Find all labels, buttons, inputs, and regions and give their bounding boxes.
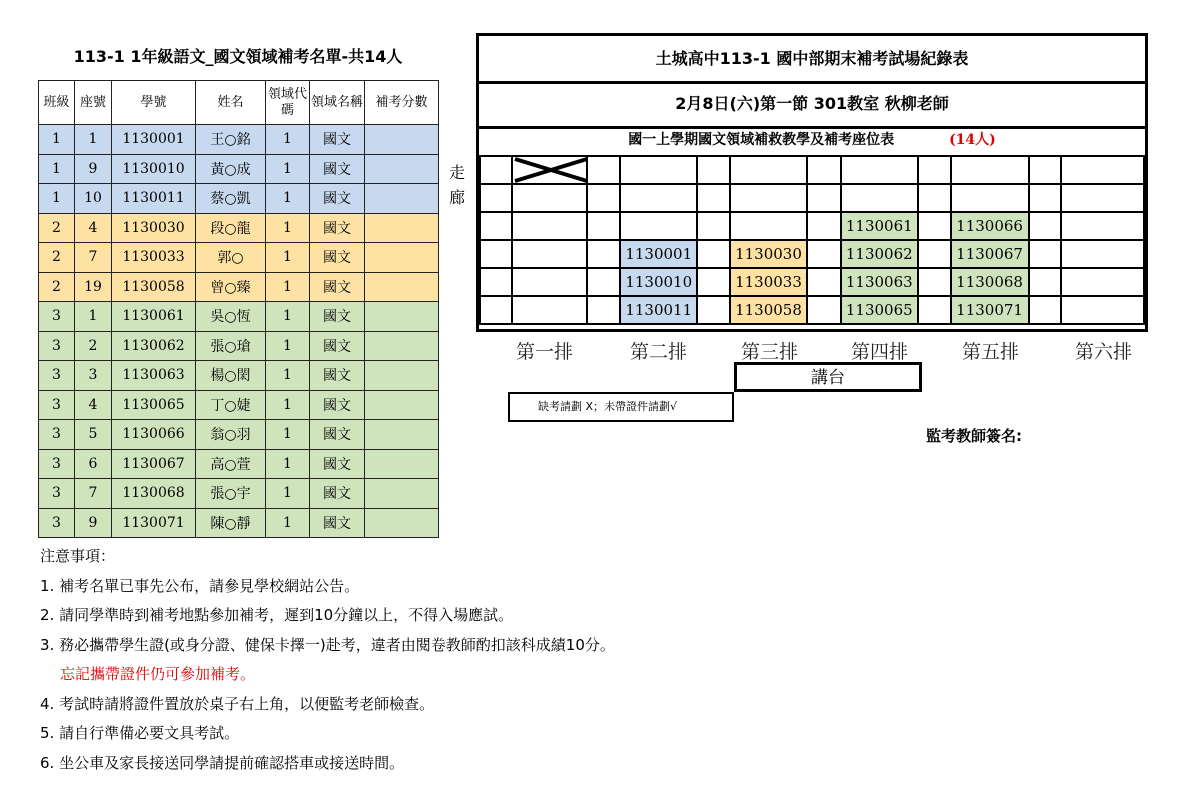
seat-gap-cell [1029,156,1062,184]
seat-gap-cell [587,156,620,184]
seat-gap-cell [587,268,620,296]
cell-name: 張○宇 [196,479,266,509]
seat-gap-cell [918,212,951,240]
cell-seat: 9 [75,508,112,538]
seat-student: 1130030 [730,240,807,268]
seat-student: 1130061 [841,212,918,240]
seat-gap-cell [807,296,841,324]
seat-gap-cell [480,240,512,268]
cell-student-id: 1130067 [112,449,196,479]
seat-gap-cell [918,156,951,184]
cell-score[interactable] [365,302,439,332]
cell-score[interactable] [365,449,439,479]
seat-empty [841,156,918,184]
roster-row [39,508,439,538]
seat-gap-cell [807,184,841,212]
cell-domain-name: 國文 [310,508,365,538]
cell-score[interactable] [365,243,439,273]
seat-empty [620,156,697,184]
cell-name: 吳○恆 [196,302,266,332]
cell-domain-name: 國文 [310,184,365,214]
cell-student-id: 1130061 [112,302,196,332]
cell-class: 3 [39,449,75,479]
cell-student-id: 1130065 [112,390,196,420]
header-name: 姓名 [196,81,266,125]
seat-empty [1061,268,1144,296]
seat-gap-cell [1029,184,1062,212]
cell-score[interactable] [365,479,439,509]
seat-gap-cell [1029,240,1062,268]
note-item: 1. 補考名單已事先公布，請參見學校網站公告。 [40,576,360,595]
cell-score[interactable] [365,154,439,184]
roster-row [39,449,439,479]
roster-row [39,154,439,184]
cell-score[interactable] [365,331,439,361]
seat-gap-cell [697,296,730,324]
roster-row [39,420,439,450]
seating-title: 國一上學期國文領域補救教學及補考座位表 [628,132,895,148]
seat-crossed-out [512,156,588,184]
cell-seat: 19 [75,272,112,302]
cell-seat: 4 [75,213,112,243]
cell-domain-code: 1 [266,243,310,273]
cell-class: 3 [39,479,75,509]
roster-header-row [39,81,439,125]
seat-gap-cell [587,212,620,240]
cell-domain-code: 1 [266,331,310,361]
roster-row [39,302,439,332]
seat-student: 1130068 [951,268,1029,296]
cell-name: 張○瑲 [196,331,266,361]
seat-empty [1061,240,1144,268]
seating-title-row [479,126,1145,157]
seat-gap-cell [697,240,730,268]
cell-name: 王○銘 [196,125,266,155]
cell-name: 楊○閎 [196,361,266,391]
seat-gap-cell [1029,212,1062,240]
seat-gap-cell [918,240,951,268]
cell-class: 3 [39,361,75,391]
seat-gap-cell [480,184,512,212]
seat-student: 1130067 [951,240,1029,268]
absence-legend: 缺考請劃 X；未帶證件請劃√ [508,392,734,422]
cell-domain-code: 1 [266,213,310,243]
cell-student-id: 1130063 [112,361,196,391]
cell-class: 2 [39,213,75,243]
seat-gap-cell [587,296,620,324]
seat-gap-cell [918,268,951,296]
notes-heading: 注意事項： [40,547,116,565]
cell-domain-code: 1 [266,125,310,155]
podium: 講台 [734,362,922,392]
sheet-title: 土城高中113-1 國中部期末補考試場紀錄表 [479,36,1145,84]
cell-score[interactable] [365,213,439,243]
seat-student: 1130063 [841,268,918,296]
cell-student-id: 1130033 [112,243,196,273]
cell-seat: 7 [75,243,112,273]
cell-name: 郭○ [196,243,266,273]
seat-empty [951,184,1029,212]
roster-row [39,331,439,361]
seat-gap-cell [1029,296,1062,324]
cell-student-id: 1130062 [112,331,196,361]
roster-row [39,361,439,391]
cell-name: 曾○臻 [196,272,266,302]
cell-class: 3 [39,390,75,420]
seat-student: 1130065 [841,296,918,324]
session-info: 2月8日(六)第一節 301教室 秋柳老師 [479,81,1145,129]
seat-empty [1061,184,1144,212]
cell-domain-name: 國文 [310,390,365,420]
roster-table [38,80,439,538]
seat-empty [1061,296,1144,324]
cell-class: 2 [39,243,75,273]
cell-student-id: 1130058 [112,272,196,302]
notes-section [40,542,615,778]
cell-class: 1 [39,184,75,214]
cell-student-id: 1130010 [112,154,196,184]
cell-domain-code: 1 [266,302,310,332]
note-red-warning: 忘記攜帶證件仍可參加補考。 [60,665,256,683]
cell-class: 3 [39,302,75,332]
cell-domain-name: 國文 [310,331,365,361]
note-item: 3. 務必攜帶學生證(或身分證、健保卡擇一)赴考，違者由閱卷教師酌扣該科成績10分。 [40,635,615,654]
note-item: 5. 請自行準備必要文具考試。 [40,724,240,742]
header-domain-code: 領域代碼 [266,81,310,125]
cell-domain-name: 國文 [310,125,365,155]
cell-name: 黃○成 [196,154,266,184]
seat-row [480,296,1144,324]
seating-count: (14人) [949,132,996,148]
cell-class: 1 [39,154,75,184]
cell-class: 3 [39,508,75,538]
cell-domain-code: 1 [266,184,310,214]
seat-gap-cell [918,296,951,324]
seat-empty [620,212,697,240]
seat-empty [620,184,697,212]
roster-row [39,184,439,214]
seat-gap-cell [807,156,841,184]
cell-student-id: 1130011 [112,184,196,214]
seat-student: 1130001 [620,240,697,268]
cell-domain-name: 國文 [310,213,365,243]
cell-score[interactable] [365,361,439,391]
header-score: 補考分數 [365,81,439,125]
cell-score[interactable] [365,508,439,538]
roster-row [39,125,439,155]
cell-score[interactable] [365,125,439,155]
seat-student: 1130058 [730,296,807,324]
cell-seat: 7 [75,479,112,509]
seat-empty [1061,156,1144,184]
seat-gap-cell [807,268,841,296]
column-label: 第六排 [1075,341,1133,363]
column-label: 第四排 [851,341,909,363]
cell-domain-name: 國文 [310,272,365,302]
seat-gap-cell [697,268,730,296]
cell-domain-name: 國文 [310,479,365,509]
cell-class: 3 [39,420,75,450]
seat-gap-cell [697,156,730,184]
seat-empty [512,240,588,268]
seat-student: 1130010 [620,268,697,296]
seat-empty [512,268,588,296]
cell-seat: 1 [75,125,112,155]
seat-gap-cell [697,212,730,240]
cell-domain-code: 1 [266,154,310,184]
note-item: 4. 考試時請將證件置放於桌子右上角，以便監考老師檢查。 [40,694,435,713]
seat-row [480,240,1144,268]
cell-seat: 5 [75,420,112,450]
header-domain-name: 領域名稱 [310,81,365,125]
cell-domain-name: 國文 [310,302,365,332]
cell-score[interactable] [365,184,439,214]
seat-row [480,268,1144,296]
cell-seat: 10 [75,184,112,214]
cell-seat: 4 [75,390,112,420]
cell-class: 1 [39,125,75,155]
seat-empty [512,212,588,240]
cell-name: 高○萱 [196,449,266,479]
cell-domain-code: 1 [266,508,310,538]
cell-name: 蔡○凱 [196,184,266,214]
cell-domain-name: 國文 [310,361,365,391]
exam-record-sheet [476,33,1148,332]
cell-name: 丁○婕 [196,390,266,420]
seating-grid [479,155,1145,325]
cell-domain-name: 國文 [310,243,365,273]
seat-empty [730,156,807,184]
header-seat: 座號 [75,81,112,125]
seat-row [480,184,1144,212]
seat-empty [730,184,807,212]
seat-student: 1130033 [730,268,807,296]
cell-score[interactable] [365,420,439,450]
cell-student-id: 1130068 [112,479,196,509]
cell-student-id: 1130071 [112,508,196,538]
roster-title: 113-1 1年級語文_國文領域補考名單-共14人 [73,47,403,66]
roster-row [39,272,439,302]
seat-row [480,212,1144,240]
cell-domain-name: 國文 [310,449,365,479]
cell-domain-name: 國文 [310,154,365,184]
cell-seat: 2 [75,331,112,361]
cell-student-id: 1130066 [112,420,196,450]
seat-empty [512,296,588,324]
seat-gap-cell [807,240,841,268]
seat-gap-cell [480,296,512,324]
cell-domain-code: 1 [266,272,310,302]
header-student-id: 學號 [112,81,196,125]
proctor-signature-label: 監考教師簽名: [926,427,1022,445]
cell-score[interactable] [365,272,439,302]
corridor-label [446,160,468,210]
note-item: 2. 請同學準時到補考地點參加補考，遲到10分鐘以上，不得入場應試。 [40,606,514,624]
cell-domain-code: 1 [266,420,310,450]
seat-student: 1130011 [620,296,697,324]
cell-seat: 6 [75,449,112,479]
cell-student-id: 1130030 [112,213,196,243]
note-item: 6. 坐公車及家長接送同學請提前確認搭車或接送時間。 [40,753,405,772]
cell-domain-code: 1 [266,479,310,509]
cell-student-id: 1130001 [112,125,196,155]
roster-row [39,479,439,509]
cell-seat: 9 [75,154,112,184]
cell-name: 段○龍 [196,213,266,243]
seat-gap-cell [697,184,730,212]
column-label: 第一排 [516,341,574,363]
seat-gap-cell [587,240,620,268]
seat-gap-cell [480,156,512,184]
cell-class: 3 [39,331,75,361]
cell-seat: 1 [75,302,112,332]
column-label: 第二排 [630,341,688,363]
cell-name: 翁○羽 [196,420,266,450]
cell-domain-code: 1 [266,390,310,420]
cell-class: 2 [39,272,75,302]
seat-gap-cell [480,268,512,296]
seat-gap-cell [587,184,620,212]
header-class: 班級 [39,81,75,125]
seat-student: 1130062 [841,240,918,268]
column-label: 第五排 [962,341,1020,363]
seat-empty [512,184,588,212]
roster-row [39,243,439,273]
corridor-char: 廊 [448,188,465,207]
cell-domain-code: 1 [266,361,310,391]
seat-empty [951,156,1029,184]
seat-row [480,156,1144,184]
seat-gap-cell [807,212,841,240]
roster-row [39,390,439,420]
cross-mark-icon [513,157,589,183]
seat-empty [730,212,807,240]
cell-score[interactable] [365,390,439,420]
seat-student: 1130066 [951,212,1029,240]
seat-gap-cell [1029,268,1062,296]
roster-row [39,213,439,243]
cell-domain-name: 國文 [310,420,365,450]
seat-empty [841,184,918,212]
cell-name: 陳○靜 [196,508,266,538]
seat-gap-cell [918,184,951,212]
column-label: 第三排 [741,341,799,363]
cell-domain-code: 1 [266,449,310,479]
cell-seat: 3 [75,361,112,391]
seat-empty [1061,212,1144,240]
seat-student: 1130071 [951,296,1029,324]
seat-gap-cell [480,212,512,240]
corridor-char: 走 [448,163,465,182]
